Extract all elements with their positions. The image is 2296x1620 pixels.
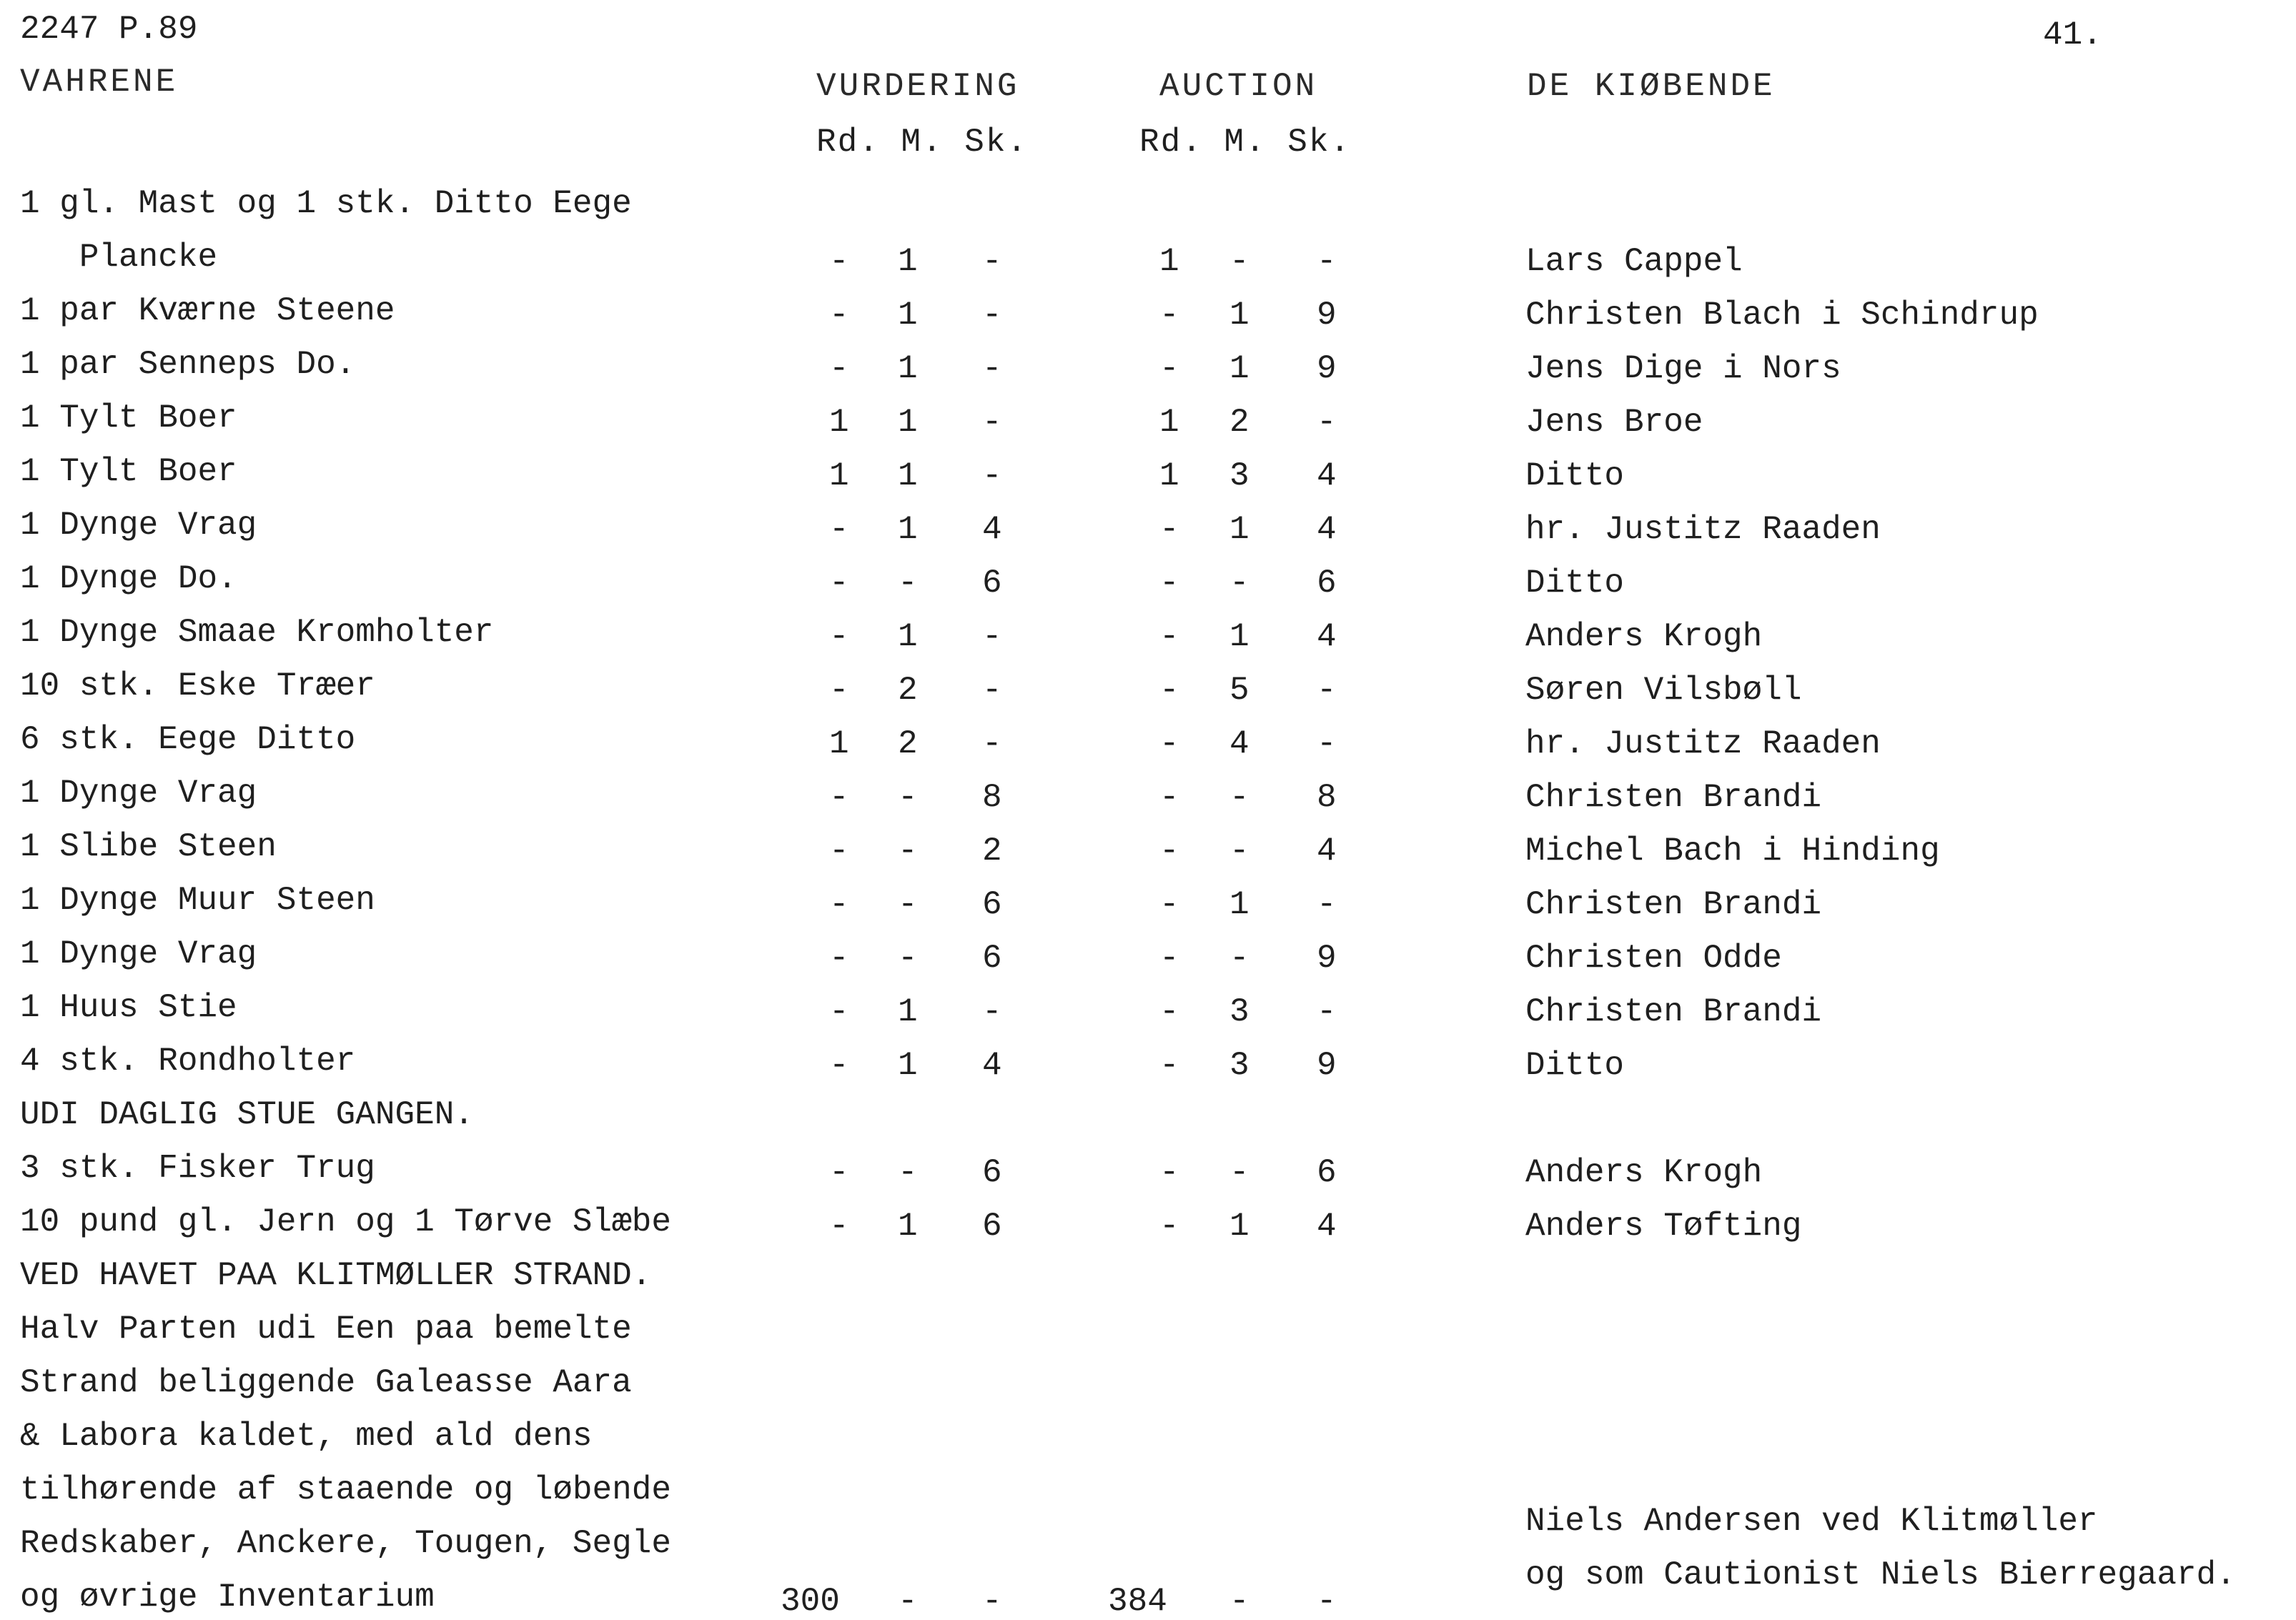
buyer-name: Anders Tøfting — [1525, 1208, 1802, 1245]
valuation-value: 1 — [898, 350, 918, 387]
auction-value: - — [1317, 1583, 1337, 1620]
valuation-value: 6 — [982, 1154, 1002, 1191]
auction-value: - — [1159, 1154, 1179, 1191]
item-description: 1 Tylt Boer — [20, 453, 237, 490]
valuation-value: 1 — [898, 1208, 918, 1245]
valuation-value: 1 — [898, 511, 918, 548]
buyer-name: Niels Andersen ved Klitmøller — [1525, 1503, 2098, 1540]
valuation-value: 1 — [898, 993, 918, 1030]
buyer-name: og som Cautionist Niels Bierregaard. — [1525, 1556, 2236, 1594]
valuation-value: - — [829, 993, 849, 1030]
auction-value: 4 — [1317, 833, 1337, 870]
auction-value: 3 — [1229, 457, 1250, 495]
auction-value: 5 — [1229, 672, 1250, 709]
buyer-name: Christen Brandi — [1525, 779, 1822, 816]
auction-value: - — [1229, 565, 1250, 602]
valuation-value: - — [829, 511, 849, 548]
valuation-value: - — [829, 1208, 849, 1245]
auction-value: 1 — [1229, 886, 1250, 923]
valuation-value: 1 — [898, 404, 918, 441]
auction-value: 384 — [1108, 1583, 1167, 1620]
auction-value: 1 — [1159, 404, 1179, 441]
auction-value: - — [1159, 618, 1179, 655]
valuation-value: - — [982, 457, 1002, 495]
valuation-value: 1 — [898, 297, 918, 334]
valuation-value: 4 — [982, 1047, 1002, 1084]
auction-value: 1 — [1229, 618, 1250, 655]
auction-value: - — [1229, 940, 1250, 977]
valuation-value: - — [898, 886, 918, 923]
valuation-value: - — [829, 672, 849, 709]
auction-value: - — [1159, 1047, 1179, 1084]
item-description: 1 Huus Stie — [20, 989, 237, 1026]
valuation-value: - — [829, 350, 849, 387]
buyer-name: Ditto — [1525, 457, 1625, 495]
auction-value: - — [1317, 243, 1337, 280]
header-valuation: VURDERING — [816, 68, 1020, 105]
item-description: UDI DAGLIG STUE GANGEN. — [20, 1096, 474, 1133]
valuation-value: - — [898, 940, 918, 977]
buyer-name: hr. Justitz Raaden — [1525, 725, 1881, 762]
auction-value: 4 — [1317, 1208, 1337, 1245]
item-description: Plancke — [20, 239, 218, 276]
auction-value: 4 — [1229, 725, 1250, 762]
valuation-value: 2 — [982, 833, 1002, 870]
auction-value: - — [1159, 511, 1179, 548]
valuation-value: - — [982, 618, 1002, 655]
valuation-value: - — [898, 1583, 918, 1620]
valuation-value: - — [829, 1154, 849, 1191]
buyer-name: Anders Krogh — [1525, 1154, 1763, 1191]
valuation-value: - — [982, 672, 1002, 709]
buyer-name: Christen Brandi — [1525, 993, 1822, 1030]
valuation-value: - — [829, 618, 849, 655]
item-description: VED HAVET PAA KLITMØLLER STRAND. — [20, 1257, 652, 1294]
header-auction: AUCTION — [1159, 68, 1318, 105]
valuation-value: 8 — [982, 779, 1002, 816]
valuation-value: - — [982, 404, 1002, 441]
valuation-value: - — [982, 1583, 1002, 1620]
auction-value: 1 — [1229, 1208, 1250, 1245]
valuation-value: 6 — [982, 886, 1002, 923]
valuation-value: - — [829, 940, 849, 977]
item-description: 1 Dynge Vrag — [20, 507, 257, 544]
buyer-name: Ditto — [1525, 565, 1625, 602]
valuation-value: 300 — [781, 1583, 840, 1620]
item-description: & Labora kaldet, med ald dens — [20, 1418, 593, 1455]
item-description: 10 stk. Eske Træer — [20, 667, 375, 705]
valuation-value: - — [829, 1047, 849, 1084]
valuation-value: - — [829, 297, 849, 334]
auction-value: - — [1229, 1583, 1250, 1620]
auction-value: 1 — [1159, 243, 1179, 280]
header-items: VAHRENE — [20, 64, 179, 101]
auction-value: - — [1159, 725, 1179, 762]
auction-value: - — [1229, 1154, 1250, 1191]
header-buyers: DE KIØBENDE — [1527, 68, 1776, 105]
valuation-value: 4 — [982, 511, 1002, 548]
valuation-value: - — [829, 565, 849, 602]
item-description: Redskaber, Anckere, Tougen, Segle — [20, 1525, 671, 1562]
valuation-value: 1 — [829, 457, 849, 495]
auction-value: 8 — [1317, 779, 1337, 816]
item-description: Halv Parten udi Een paa bemelte — [20, 1311, 632, 1348]
valuation-value: - — [982, 350, 1002, 387]
auction-value: 1 — [1229, 511, 1250, 548]
valuation-value: 6 — [982, 940, 1002, 977]
auction-value: - — [1159, 297, 1179, 334]
item-description: 10 pund gl. Jern og 1 Tørve Slæbe — [20, 1203, 671, 1241]
auction-value: 3 — [1229, 993, 1250, 1030]
valuation-value: - — [829, 833, 849, 870]
auction-value: 1 — [1159, 457, 1179, 495]
valuation-value: - — [829, 243, 849, 280]
buyer-name: hr. Justitz Raaden — [1525, 511, 1881, 548]
valuation-units: Rd. M. Sk. — [816, 124, 1029, 161]
item-description: 6 stk. Eege Ditto — [20, 721, 356, 758]
buyer-name: Lars Cappel — [1525, 243, 1743, 280]
auction-value: 9 — [1317, 297, 1337, 334]
item-description: 1 Tylt Boer — [20, 399, 237, 437]
auction-value: 4 — [1317, 511, 1337, 548]
valuation-value: - — [898, 833, 918, 870]
auction-value: - — [1159, 1208, 1179, 1245]
auction-value: - — [1159, 779, 1179, 816]
valuation-value: 1 — [898, 618, 918, 655]
auction-value: - — [1159, 350, 1179, 387]
valuation-value: - — [982, 993, 1002, 1030]
item-description: 1 Slibe Steen — [20, 828, 277, 865]
auction-value: 6 — [1317, 1154, 1337, 1191]
valuation-value: 2 — [898, 725, 918, 762]
item-description: 1 par Senneps Do. — [20, 346, 356, 383]
item-description: Strand beliggende Galeasse Aara — [20, 1364, 632, 1401]
valuation-value: - — [982, 243, 1002, 280]
item-description: og øvrige Inventarium — [20, 1579, 435, 1616]
auction-value: - — [1317, 886, 1337, 923]
valuation-value: - — [829, 886, 849, 923]
buyer-name: Michel Bach i Hinding — [1525, 833, 1940, 870]
valuation-value: 6 — [982, 1208, 1002, 1245]
auction-value: 6 — [1317, 565, 1337, 602]
valuation-value: 1 — [898, 457, 918, 495]
item-description: 1 Dynge Muur Steen — [20, 882, 375, 919]
valuation-value: 1 — [829, 725, 849, 762]
item-description: 1 Dynge Smaae Kromholter — [20, 614, 494, 651]
auction-value: 4 — [1317, 618, 1337, 655]
item-description: tilhørende af staaende og løbende — [20, 1471, 671, 1509]
auction-value: - — [1159, 833, 1179, 870]
auction-value: - — [1159, 886, 1179, 923]
auction-units: Rd. M. Sk. — [1139, 124, 1352, 161]
valuation-value: - — [829, 779, 849, 816]
buyer-name: Jens Dige i Nors — [1525, 350, 1841, 387]
page-reference: 2247 P.89 — [20, 11, 198, 48]
valuation-value: - — [982, 725, 1002, 762]
auction-value: - — [1229, 833, 1250, 870]
item-description: 1 Dynge Vrag — [20, 935, 257, 973]
valuation-value: - — [982, 297, 1002, 334]
item-description: 1 Dynge Vrag — [20, 775, 257, 812]
auction-value: 1 — [1229, 297, 1250, 334]
valuation-value: - — [898, 565, 918, 602]
auction-value: - — [1229, 243, 1250, 280]
buyer-name: Anders Krogh — [1525, 618, 1763, 655]
auction-value: 9 — [1317, 1047, 1337, 1084]
auction-value: - — [1159, 940, 1179, 977]
auction-value: - — [1317, 672, 1337, 709]
valuation-value: - — [898, 1154, 918, 1191]
auction-value: - — [1317, 725, 1337, 762]
auction-value: - — [1159, 565, 1179, 602]
valuation-value: 1 — [898, 1047, 918, 1084]
auction-value: 4 — [1317, 457, 1337, 495]
valuation-value: 2 — [898, 672, 918, 709]
auction-value: 1 — [1229, 350, 1250, 387]
auction-value: - — [1159, 993, 1179, 1030]
item-description: 3 stk. Fisker Trug — [20, 1150, 375, 1187]
auction-value: 2 — [1229, 404, 1250, 441]
buyer-name: Christen Brandi — [1525, 886, 1822, 923]
auction-value: - — [1229, 779, 1250, 816]
auction-value: - — [1317, 404, 1337, 441]
buyer-name: Christen Blach i Schindrup — [1525, 297, 2039, 334]
auction-value: - — [1159, 672, 1179, 709]
page-number: 41. — [2043, 16, 2102, 54]
auction-value: 9 — [1317, 940, 1337, 977]
valuation-value: - — [898, 779, 918, 816]
item-description: 4 stk. Rondholter — [20, 1043, 356, 1080]
buyer-name: Jens Broe — [1525, 404, 1703, 441]
item-description: 1 par Kværne Steene — [20, 292, 395, 329]
valuation-value: 1 — [898, 243, 918, 280]
auction-value: 3 — [1229, 1047, 1250, 1084]
auction-value: 9 — [1317, 350, 1337, 387]
item-description: 1 Dynge Do. — [20, 560, 237, 597]
buyer-name: Søren Vilsbøll — [1525, 672, 1802, 709]
valuation-value: 6 — [982, 565, 1002, 602]
item-description: 1 gl. Mast og 1 stk. Ditto Eege — [20, 185, 632, 222]
buyer-name: Ditto — [1525, 1047, 1625, 1084]
buyer-name: Christen Odde — [1525, 940, 1782, 977]
auction-value: - — [1317, 993, 1337, 1030]
valuation-value: 1 — [829, 404, 849, 441]
